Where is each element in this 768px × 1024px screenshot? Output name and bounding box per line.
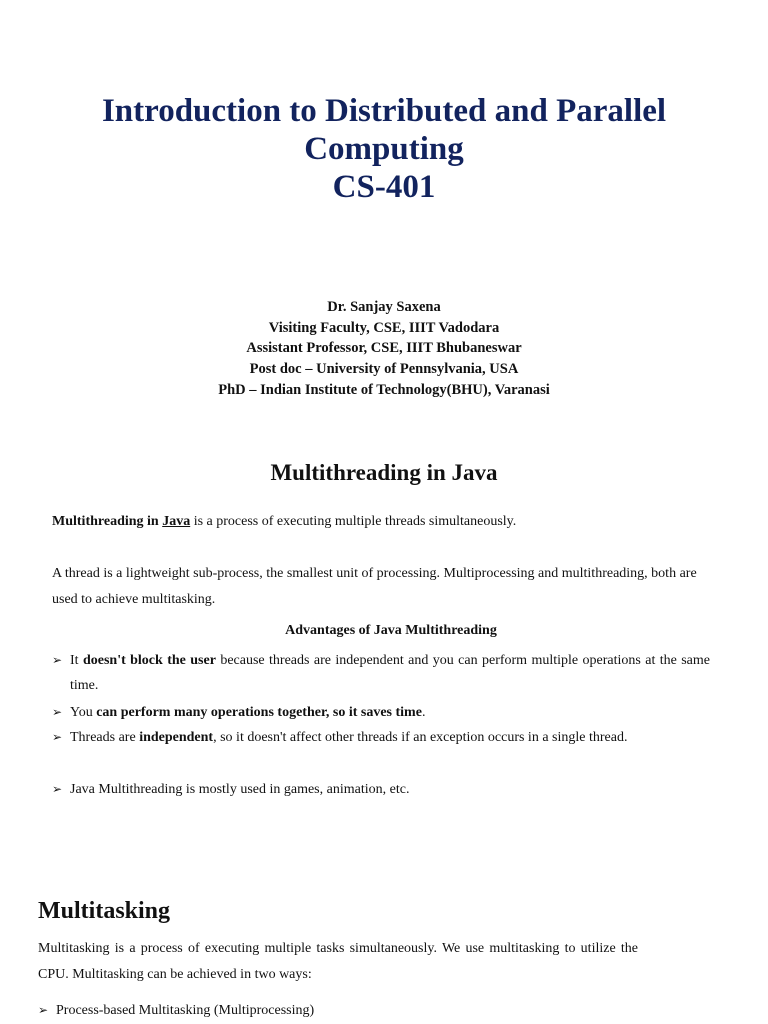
list-item [52, 725, 710, 750]
author-affiliation-4: PhD – Indian Institute of Technology(BHU), Varanasi [218, 381, 550, 398]
main-title [0, 92, 768, 206]
author-name: Dr. Sanjay Saxena [327, 299, 441, 315]
bullet-text: It [70, 653, 83, 668]
bullet-text: Threads are [70, 730, 140, 745]
intro-rest-text: is a process of executing multiple threads simultaneously. [190, 514, 517, 529]
list-item [52, 777, 710, 802]
list-item [38, 998, 638, 1023]
advantages-heading: Advantages of Java Multithreading [285, 623, 497, 638]
bullet-text: Java Multithreading is mostly used in games, animation, etc. [70, 782, 410, 797]
thread-definition-paragraph: A thread is a lightweight sub-process, the smallest unit of processing. Multiprocessing and multithreading, both are used to achieve multitasking. [52, 566, 697, 607]
arrow-bullet-icon: ➢ [52, 782, 63, 796]
intro-bold-text: Multithreading in [52, 514, 163, 529]
author-affiliation-3: Post doc – University of Pennsylvania, USA [249, 361, 519, 378]
bullet-text: because threads are independent and you can perform multiple operations at the same time. [70, 653, 710, 693]
title-line-3: CS-401 [332, 169, 436, 205]
multitasking-paragraph: Multitasking is a process of executing multiple tasks simultaneously. We use multitasking to utilize the CPU. Multitasking can be achieved in two ways: [38, 941, 638, 982]
bullet-text: You [70, 705, 97, 720]
multitasking-heading: Multitasking [38, 898, 171, 924]
author-affiliation-1: Visiting Faculty, CSE, IIIT Vadodara [268, 319, 500, 336]
multithreading-heading: Multithreading in Java [270, 460, 498, 485]
bullet-text: , so it doesn't affect other threads if an exception occurs in a single thread. [213, 730, 628, 745]
bullet-text: . [421, 705, 426, 720]
arrow-bullet-icon: ➢ [38, 1003, 49, 1017]
bullet-bold-text: independent [139, 730, 214, 745]
bullet-text: Process-based Multitasking (Multiprocessing) [56, 1003, 315, 1018]
arrow-bullet-icon: ➢ [52, 705, 63, 719]
bullet-bold-text: can perform many operations together, so it saves time [96, 705, 422, 720]
arrow-bullet-icon: ➢ [52, 730, 63, 744]
list-item [52, 648, 710, 698]
list-item [52, 700, 710, 725]
bullet-bold-text: doesn't block the user [82, 653, 216, 668]
java-link[interactable]: Java [162, 514, 191, 529]
arrow-bullet-icon: ➢ [52, 653, 63, 667]
title-line-2: Computing [304, 131, 464, 167]
author-affiliation-2: Assistant Professor, CSE, IIIT Bhubaneswar [246, 340, 522, 357]
multithreading-intro [52, 509, 712, 535]
author-block [0, 297, 768, 401]
title-line-1: Introduction to Distributed and Parallel [101, 93, 667, 129]
